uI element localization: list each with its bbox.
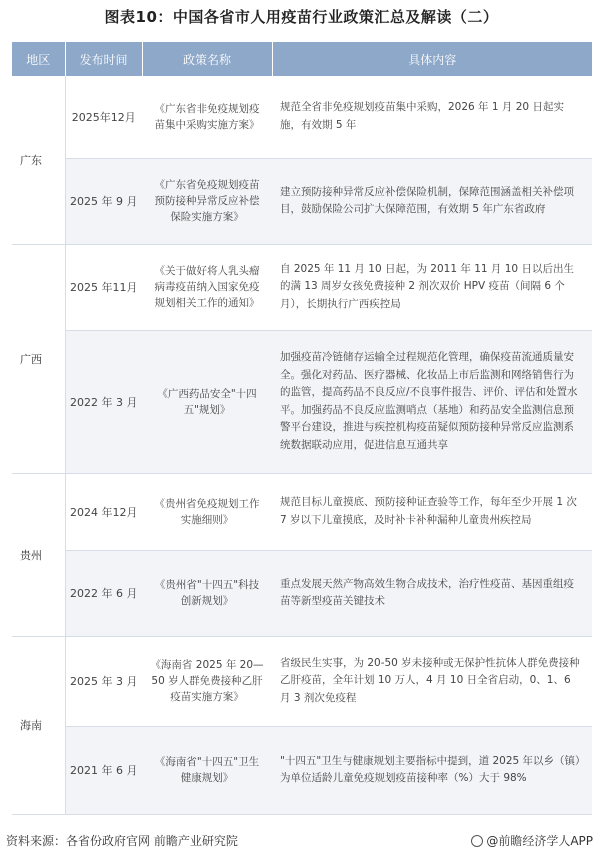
table-header-row (12, 42, 592, 76)
policy-name-cell: 《海南省 2025 年 20—50 岁人群免费接种乙肝疫苗实施方案》 (142, 636, 272, 726)
table-row (12, 636, 592, 726)
date-cell: 2022 年 3 月 (65, 330, 142, 473)
footer (0, 830, 603, 850)
date-cell: 2021 年 6 月 (65, 726, 142, 814)
policy-name-cell: 《贵州省"十四五"科技创新规划》 (142, 550, 272, 636)
header-date: 发布时间 (65, 42, 142, 76)
content-cell: 规范目标儿童摸底、预防接种证查验等工作，每年至少开展 1 次 7 岁以下儿童摸底，及时补卡补种漏种儿童贵州疾控局 (272, 473, 592, 550)
policy-name-cell: 《广西药品安全"十四五"规划》 (142, 330, 272, 473)
brand-credit (471, 832, 593, 849)
source-note: 资料来源：各省份政府官网 前瞻产业研究院 (6, 834, 238, 848)
brand-label: @前瞻经济学人APP (486, 834, 593, 848)
table-row (12, 330, 592, 473)
date-cell: 2025 年11月 (65, 244, 142, 330)
region-cell: 贵州 (12, 473, 65, 636)
table-row (12, 158, 592, 244)
header-policy: 政策名称 (142, 42, 272, 76)
region-cell: 海南 (12, 636, 65, 814)
header-region: 地区 (12, 42, 65, 76)
content-cell: 自 2025 年 11 月 10 日起，为 2011 年 11 月 10 日以后出生的满 13 周岁女孩免费接种 2 剂次双价 HPV 疫苗（间隔 6 个月），长期执行广西疾控局 (272, 244, 592, 330)
table-row (12, 244, 592, 330)
policy-table (12, 42, 592, 815)
content-cell: 省级民生实事，为 20-50 岁未接种或无保护性抗体人群免费接种乙肝疫苗，全年计划 10 万人，4 月 10 日全省启动，0、1、6 月 3 剂次免疫程 (272, 636, 592, 726)
policy-name-cell: 《广东省非免疫规划疫苗集中采购实施方案》 (142, 76, 272, 158)
table-row (12, 550, 592, 636)
policy-name-cell: 《广东省免疫规划疫苗预防接种异常反应补偿保险实施方案》 (142, 158, 272, 244)
date-cell: 2024 年12月 (65, 473, 142, 550)
content-cell: 重点发展天然产物高效生物合成技术，治疗性疫苗、基因重组疫苗等新型疫苗关键技术 (272, 550, 592, 636)
table-row (12, 473, 592, 550)
content-cell: 规范全省非免疫规划疫苗集中采购，2026 年 1 月 20 日起实施，有效期 5 年 (272, 76, 592, 158)
date-cell: 2025 年 3 月 (65, 636, 142, 726)
date-cell: 2025 年 9 月 (65, 158, 142, 244)
date-cell: 2022 年 6 月 (65, 550, 142, 636)
content-cell: 加强疫苗冷链储存运输全过程规范化管理，确保疫苗流通质量安全。强化对药品、医疗器械、化妆品上市后监测和网络销售行为的监管，提高药品不良反应/不良事件报告、评价、评估和处置水平。加强药品不良反应监测哨点（基地）和药品安全监测信息预警平台建设，推进与疾控机构疫苗疑似预防接种异常反应监测系统数据联动应用，促进信息互通共享 (272, 330, 592, 473)
table-row (12, 76, 592, 158)
content-cell: 建立预防接种异常反应补偿保险机制，保障范围涵盖相关补偿项目，鼓励保险公司扩大保障范围，有效期 5 年广东省政府 (272, 158, 592, 244)
policy-name-cell: 《关于做好将人乳头瘤病毒疫苗纳入国家免疫规划相关工作的通知》 (142, 244, 272, 330)
date-cell: 2025年12月 (65, 76, 142, 158)
region-cell: 广东 (12, 76, 65, 244)
page-title: 图表10：中国各省市人用疫苗行业政策汇总及解读（二） (104, 8, 499, 26)
header-content: 具体内容 (272, 42, 592, 76)
table-row (12, 726, 592, 814)
policy-name-cell: 《海南省"十四五"卫生健康规划》 (142, 726, 272, 814)
policy-name-cell: 《贵州省免疫规划工作实施细则》 (142, 473, 272, 550)
lens-circle-icon (471, 835, 483, 847)
content-cell: "十四五"卫生与健康规划主要指标中提到，道 2025 年以乡（镇）为单位适龄儿童免疫规划疫苗接种率（%）大于 98% (272, 726, 592, 814)
region-cell: 广西 (12, 244, 65, 473)
